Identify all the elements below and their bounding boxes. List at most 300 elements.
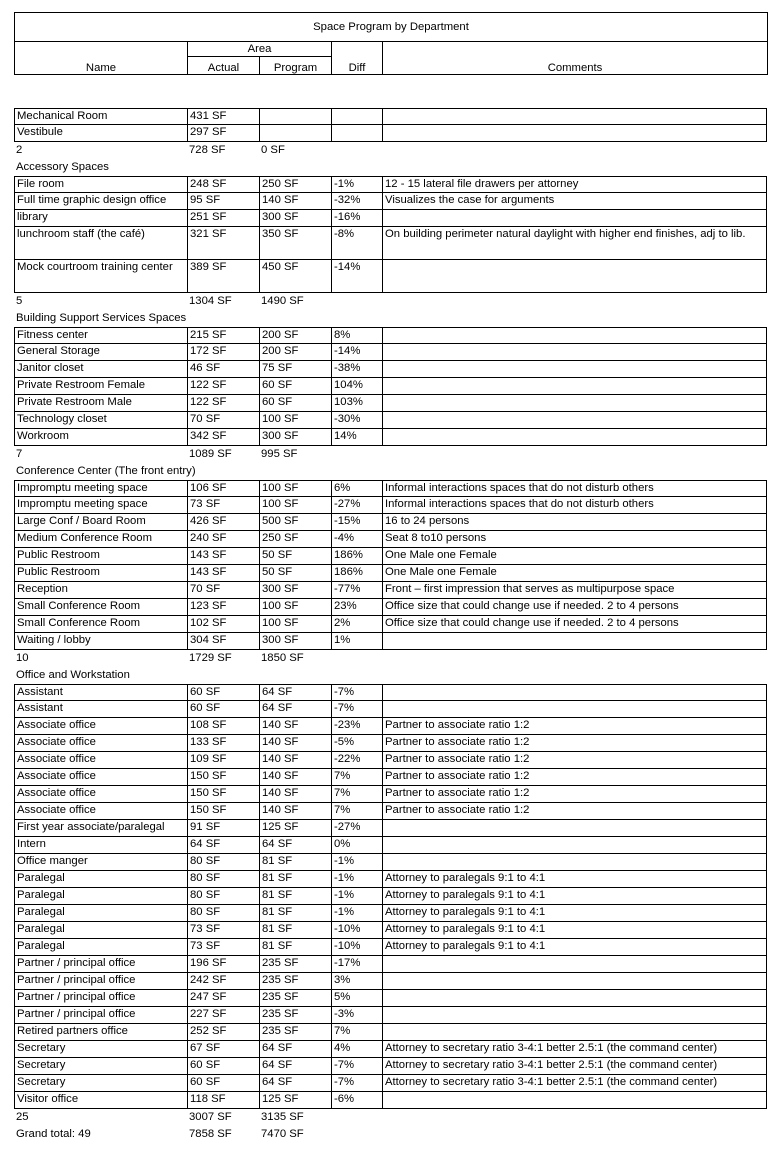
diff-percent: 104% [331, 378, 382, 395]
table-row [14, 616, 767, 633]
room-name: Private Restroom Male [14, 395, 187, 412]
comment: On building perimeter natural daylight with higher end finishes, adj to lib. [382, 227, 767, 260]
actual-area: 67 SF [187, 1041, 259, 1058]
comment: Attorney to paralegals 9:1 to 4:1 [382, 922, 767, 939]
table-row [14, 565, 767, 582]
room-name: Medium Conference Room [14, 531, 187, 548]
subtotal-row-label: 10 [16, 652, 29, 664]
comment [382, 956, 767, 973]
comment [382, 378, 767, 395]
comment [382, 837, 767, 854]
comment: Partner to associate ratio 1:2 [382, 735, 767, 752]
header-program: Program [260, 57, 332, 75]
subtotal-row [14, 293, 767, 310]
room-name: Paralegal [14, 922, 187, 939]
program-area: 50 SF [259, 548, 331, 565]
comment [382, 854, 767, 871]
diff-percent: -14% [331, 260, 382, 293]
subtotal-row-actual: 728 SF [189, 144, 226, 156]
table-row [14, 227, 767, 260]
comment [382, 108, 767, 125]
room-name: Mock courtroom training center [14, 260, 187, 293]
diff-percent: -15% [331, 514, 382, 531]
comment [382, 633, 767, 650]
actual-area: 73 SF [187, 939, 259, 956]
table-body [14, 108, 767, 1143]
actual-area: 133 SF [187, 735, 259, 752]
section-title: Office and Workstation [16, 669, 130, 681]
grand-total-row-program: 7470 SF [261, 1128, 304, 1140]
program-area: 235 SF [259, 990, 331, 1007]
program-area: 81 SF [259, 871, 331, 888]
table-row [14, 176, 767, 193]
program-area: 235 SF [259, 973, 331, 990]
room-name: Partner / principal office [14, 990, 187, 1007]
room-name: Paralegal [14, 871, 187, 888]
diff-percent: -10% [331, 939, 382, 956]
program-area: 250 SF [259, 176, 331, 193]
table-row [14, 1041, 767, 1058]
program-area: 64 SF [259, 1058, 331, 1075]
room-name: Associate office [14, 718, 187, 735]
table-row [14, 1075, 767, 1092]
comment: Partner to associate ratio 1:2 [382, 769, 767, 786]
table-row [14, 108, 767, 125]
diff-percent: 103% [331, 395, 382, 412]
subtotal-row-actual: 3007 SF [189, 1111, 232, 1123]
subtotal-row-actual: 1304 SF [189, 295, 232, 307]
diff-percent: 0% [331, 837, 382, 854]
header-area: Area [188, 42, 332, 57]
actual-area: 122 SF [187, 395, 259, 412]
comment [382, 684, 767, 701]
grand-total-row [14, 1126, 767, 1143]
actual-area: 80 SF [187, 871, 259, 888]
room-name: Associate office [14, 735, 187, 752]
table-row [14, 193, 767, 210]
room-name: Small Conference Room [14, 616, 187, 633]
program-area: 64 SF [259, 701, 331, 718]
actual-area: 118 SF [187, 1092, 259, 1109]
program-area: 81 SF [259, 905, 331, 922]
actual-area: 304 SF [187, 633, 259, 650]
table-row [14, 429, 767, 446]
program-area: 81 SF [259, 888, 331, 905]
room-name: Paralegal [14, 888, 187, 905]
diff-percent: 7% [331, 803, 382, 820]
program-area: 81 SF [259, 922, 331, 939]
diff-percent: -32% [331, 193, 382, 210]
comment: 16 to 24 persons [382, 514, 767, 531]
table-row [14, 752, 767, 769]
room-name: Paralegal [14, 905, 187, 922]
room-name: Secretary [14, 1075, 187, 1092]
table-row [14, 395, 767, 412]
room-name: Public Restroom [14, 565, 187, 582]
room-name: General Storage [14, 344, 187, 361]
actual-area: 80 SF [187, 888, 259, 905]
program-area: 235 SF [259, 1024, 331, 1041]
comment: Visualizes the case for arguments [382, 193, 767, 210]
subtotal-row-program: 1850 SF [261, 652, 304, 664]
comment [382, 210, 767, 227]
diff-percent: -1% [331, 871, 382, 888]
room-name: Assistant [14, 701, 187, 718]
actual-area: 60 SF [187, 701, 259, 718]
diff-percent: -27% [331, 497, 382, 514]
diff-percent: -17% [331, 956, 382, 973]
room-name: library [14, 210, 187, 227]
program-area: 200 SF [259, 344, 331, 361]
header-diff: Diff [332, 42, 383, 75]
actual-area: 91 SF [187, 820, 259, 837]
comment: Partner to associate ratio 1:2 [382, 803, 767, 820]
room-name: Large Conf / Board Room [14, 514, 187, 531]
program-area: 500 SF [259, 514, 331, 531]
comment: Attorney to paralegals 9:1 to 4:1 [382, 888, 767, 905]
comment: Attorney to paralegals 9:1 to 4:1 [382, 905, 767, 922]
diff-percent: -16% [331, 210, 382, 227]
comment: Seat 8 to10 persons [382, 531, 767, 548]
subtotal-row [14, 446, 767, 463]
comment [382, 1007, 767, 1024]
comment: Attorney to paralegals 9:1 to 4:1 [382, 939, 767, 956]
comment [382, 327, 767, 344]
room-name: Impromptu meeting space [14, 480, 187, 497]
diff-percent: -7% [331, 1075, 382, 1092]
actual-area: 242 SF [187, 973, 259, 990]
diff-percent: -27% [331, 820, 382, 837]
comment: 12 - 15 lateral file drawers per attorney [382, 176, 767, 193]
comment: Partner to associate ratio 1:2 [382, 752, 767, 769]
room-name: Waiting / lobby [14, 633, 187, 650]
diff-percent: 186% [331, 565, 382, 582]
table-row [14, 378, 767, 395]
comment: Informal interactions spaces that do not disturb others [382, 480, 767, 497]
room-name: Workroom [14, 429, 187, 446]
table-row [14, 803, 767, 820]
comment [382, 395, 767, 412]
table-row [14, 837, 767, 854]
table-row [14, 786, 767, 803]
program-area: 60 SF [259, 378, 331, 395]
table-row [14, 990, 767, 1007]
table-row [14, 361, 767, 378]
table-header [14, 12, 768, 75]
diff-percent: 4% [331, 1041, 382, 1058]
grand-total-row-label: Grand total: 49 [16, 1128, 91, 1140]
table-row [14, 1092, 767, 1109]
table-row [14, 633, 767, 650]
room-name: Technology closet [14, 412, 187, 429]
table-row [14, 1058, 767, 1075]
room-name: Associate office [14, 786, 187, 803]
diff-percent: -4% [331, 531, 382, 548]
diff-percent: -7% [331, 684, 382, 701]
room-name: Public Restroom [14, 548, 187, 565]
program-area: 140 SF [259, 735, 331, 752]
program-area: 50 SF [259, 565, 331, 582]
diff-percent: -38% [331, 361, 382, 378]
table-row [14, 412, 767, 429]
table-row [14, 1007, 767, 1024]
comment: Attorney to secretary ratio 3-4:1 better 2.5:1 (the command center) [382, 1058, 767, 1075]
subtotal-row-actual: 1089 SF [189, 448, 232, 460]
program-area: 125 SF [259, 1092, 331, 1109]
program-area: 200 SF [259, 327, 331, 344]
table-row [14, 1024, 767, 1041]
grand-total-row-actual: 7858 SF [189, 1128, 232, 1140]
diff-percent: 14% [331, 429, 382, 446]
subtotal-row-program: 3135 SF [261, 1111, 304, 1123]
table-row [14, 531, 767, 548]
comment [382, 820, 767, 837]
room-name: Private Restroom Female [14, 378, 187, 395]
table-row [14, 701, 767, 718]
room-name: Mechanical Room [14, 108, 187, 125]
room-name: Partner / principal office [14, 1007, 187, 1024]
program-area: 64 SF [259, 684, 331, 701]
page-title: Space Program by Department [15, 13, 768, 42]
program-area: 75 SF [259, 361, 331, 378]
program-area: 235 SF [259, 956, 331, 973]
room-name: Fitness center [14, 327, 187, 344]
diff-percent: -1% [331, 888, 382, 905]
actual-area: 60 SF [187, 1075, 259, 1092]
actual-area: 342 SF [187, 429, 259, 446]
table-row [14, 735, 767, 752]
actual-area: 102 SF [187, 616, 259, 633]
program-area: 100 SF [259, 497, 331, 514]
program-area: 300 SF [259, 633, 331, 650]
room-name: Office manger [14, 854, 187, 871]
comment [382, 1024, 767, 1041]
diff-percent: -10% [331, 922, 382, 939]
comment: Partner to associate ratio 1:2 [382, 786, 767, 803]
diff-percent: -77% [331, 582, 382, 599]
program-area: 140 SF [259, 752, 331, 769]
table-row [14, 327, 767, 344]
diff-percent: 186% [331, 548, 382, 565]
actual-area: 60 SF [187, 684, 259, 701]
room-name: File room [14, 176, 187, 193]
comment: Partner to associate ratio 1:2 [382, 718, 767, 735]
diff-percent: 3% [331, 973, 382, 990]
diff-percent: -7% [331, 701, 382, 718]
spacer [14, 75, 767, 108]
actual-area: 108 SF [187, 718, 259, 735]
program-area: 100 SF [259, 480, 331, 497]
diff-percent: 7% [331, 786, 382, 803]
program-area [259, 108, 331, 125]
table-row [14, 599, 767, 616]
diff-percent: -7% [331, 1058, 382, 1075]
actual-area: 215 SF [187, 327, 259, 344]
subtotal-row-label: 5 [16, 295, 23, 307]
comment [382, 429, 767, 446]
actual-area: 106 SF [187, 480, 259, 497]
subtotal-row-actual: 1729 SF [189, 652, 232, 664]
program-area: 64 SF [259, 1075, 331, 1092]
actual-area: 247 SF [187, 990, 259, 1007]
program-area: 350 SF [259, 227, 331, 260]
comment [382, 260, 767, 293]
program-area: 450 SF [259, 260, 331, 293]
actual-area: 64 SF [187, 837, 259, 854]
actual-area: 80 SF [187, 905, 259, 922]
actual-area: 196 SF [187, 956, 259, 973]
comment: Attorney to paralegals 9:1 to 4:1 [382, 871, 767, 888]
actual-area: 227 SF [187, 1007, 259, 1024]
room-name: Secretary [14, 1058, 187, 1075]
actual-area: 60 SF [187, 1058, 259, 1075]
actual-area: 143 SF [187, 565, 259, 582]
table-row [14, 684, 767, 701]
actual-area: 252 SF [187, 1024, 259, 1041]
table-row [14, 871, 767, 888]
diff-percent: -23% [331, 718, 382, 735]
actual-area: 248 SF [187, 176, 259, 193]
diff-percent: -5% [331, 735, 382, 752]
comment: Attorney to secretary ratio 3-4:1 better 2.5:1 (the command center) [382, 1075, 767, 1092]
comment: One Male one Female [382, 548, 767, 565]
diff-percent [331, 125, 382, 142]
actual-area: 73 SF [187, 497, 259, 514]
program-area: 300 SF [259, 582, 331, 599]
subtotal-row [14, 142, 767, 159]
program-area: 140 SF [259, 786, 331, 803]
program-area: 81 SF [259, 854, 331, 871]
diff-percent: 2% [331, 616, 382, 633]
diff-percent: 23% [331, 599, 382, 616]
subtotal-row-program: 1490 SF [261, 295, 304, 307]
room-name: Intern [14, 837, 187, 854]
diff-percent: 8% [331, 327, 382, 344]
table-row [14, 820, 767, 837]
actual-area: 172 SF [187, 344, 259, 361]
program-area: 140 SF [259, 803, 331, 820]
diff-percent: 6% [331, 480, 382, 497]
comment [382, 701, 767, 718]
actual-area: 95 SF [187, 193, 259, 210]
actual-area: 389 SF [187, 260, 259, 293]
program-area: 250 SF [259, 531, 331, 548]
comment [382, 344, 767, 361]
table-row [14, 548, 767, 565]
subtotal-row-program: 0 SF [261, 144, 285, 156]
diff-percent: 7% [331, 1024, 382, 1041]
actual-area: 150 SF [187, 769, 259, 786]
diff-percent [331, 108, 382, 125]
program-area: 300 SF [259, 210, 331, 227]
program-area: 60 SF [259, 395, 331, 412]
program-area: 64 SF [259, 1041, 331, 1058]
room-name: Assistant [14, 684, 187, 701]
comment: Informal interactions spaces that do not disturb others [382, 497, 767, 514]
table-row [14, 344, 767, 361]
diff-percent: 7% [331, 769, 382, 786]
actual-area: 150 SF [187, 786, 259, 803]
comment [382, 412, 767, 429]
table-row [14, 210, 767, 227]
actual-area: 109 SF [187, 752, 259, 769]
comment: Front – first impression that serves as multipurpose space [382, 582, 767, 599]
table-row [14, 480, 767, 497]
actual-area: 431 SF [187, 108, 259, 125]
diff-percent: -1% [331, 854, 382, 871]
subtotal-row-program: 995 SF [261, 448, 298, 460]
table-row [14, 888, 767, 905]
room-name: Full time graphic design office [14, 193, 187, 210]
header-actual: Actual [188, 57, 260, 75]
comment: Attorney to secretary ratio 3-4:1 better 2.5:1 (the command center) [382, 1041, 767, 1058]
table-row [14, 718, 767, 735]
room-name: Secretary [14, 1041, 187, 1058]
comment [382, 1092, 767, 1109]
comment: Office size that could change use if needed. 2 to 4 persons [382, 616, 767, 633]
subtotal-row [14, 1109, 767, 1126]
room-name: lunchroom staff (the café) [14, 227, 187, 260]
diff-percent: -22% [331, 752, 382, 769]
program-area: 100 SF [259, 412, 331, 429]
space-program-sheet [14, 12, 767, 1143]
room-name: Small Conference Room [14, 599, 187, 616]
diff-percent: 1% [331, 633, 382, 650]
actual-area: 321 SF [187, 227, 259, 260]
diff-percent: -1% [331, 905, 382, 922]
table-row [14, 125, 767, 142]
program-area: 64 SF [259, 837, 331, 854]
table-row [14, 922, 767, 939]
program-area: 81 SF [259, 939, 331, 956]
room-name: Associate office [14, 803, 187, 820]
comment [382, 990, 767, 1007]
program-area: 100 SF [259, 616, 331, 633]
diff-percent: -3% [331, 1007, 382, 1024]
diff-percent: 5% [331, 990, 382, 1007]
actual-area: 122 SF [187, 378, 259, 395]
subtotal-row-label: 25 [16, 1111, 29, 1123]
room-name: First year associate/paralegal [14, 820, 187, 837]
actual-area: 46 SF [187, 361, 259, 378]
actual-area: 297 SF [187, 125, 259, 142]
diff-percent: -8% [331, 227, 382, 260]
table-row [14, 956, 767, 973]
table-row [14, 973, 767, 990]
subtotal-row [14, 650, 767, 667]
subtotal-row-label: 7 [16, 448, 23, 460]
comment: Office size that could change use if needed. 2 to 4 persons [382, 599, 767, 616]
actual-area: 150 SF [187, 803, 259, 820]
program-area: 125 SF [259, 820, 331, 837]
room-name: Associate office [14, 752, 187, 769]
section-title: Accessory Spaces [16, 161, 109, 173]
room-name: Vestibule [14, 125, 187, 142]
table-row [14, 905, 767, 922]
room-name: Paralegal [14, 939, 187, 956]
program-area: 140 SF [259, 193, 331, 210]
actual-area: 70 SF [187, 412, 259, 429]
program-area: 100 SF [259, 599, 331, 616]
header-name: Name [15, 42, 188, 75]
actual-area: 73 SF [187, 922, 259, 939]
table-row [14, 260, 767, 293]
actual-area: 251 SF [187, 210, 259, 227]
diff-percent: -30% [331, 412, 382, 429]
table-row [14, 514, 767, 531]
program-area: 140 SF [259, 718, 331, 735]
program-area [259, 125, 331, 142]
